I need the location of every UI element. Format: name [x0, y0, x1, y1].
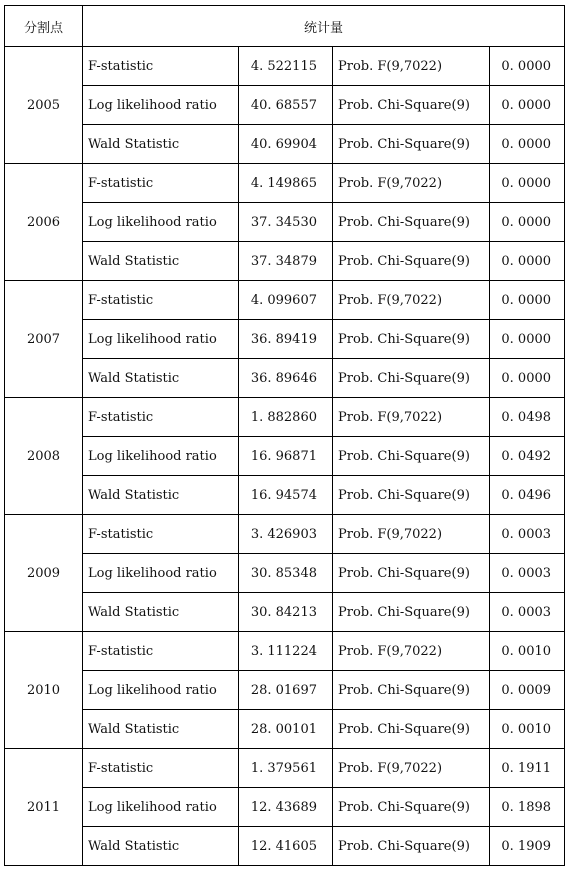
p-value: 0. 0000 [490, 164, 565, 203]
p-value: 0. 0000 [490, 203, 565, 242]
probability-label: Prob. F(9,7022) [333, 281, 490, 320]
table-row [5, 710, 565, 749]
probability-label: Prob. F(9,7022) [333, 164, 490, 203]
split-year: 2009 [5, 515, 83, 632]
probability-label: Prob. Chi-Square(9) [333, 242, 490, 281]
statistic-value: 30. 85348 [239, 554, 333, 593]
probability-label: Prob. Chi-Square(9) [333, 671, 490, 710]
probability-label: Prob. F(9,7022) [333, 398, 490, 437]
statistic-name: Log likelihood ratio [83, 203, 239, 242]
statistic-value: 28. 00101 [239, 710, 333, 749]
statistic-value: 36. 89419 [239, 320, 333, 359]
statistic-name: F-statistic [83, 632, 239, 671]
probability-label: Prob. Chi-Square(9) [333, 827, 490, 866]
probability-label: Prob. Chi-Square(9) [333, 437, 490, 476]
p-value: 0. 0003 [490, 515, 565, 554]
statistic-value: 1. 379561 [239, 749, 333, 788]
probability-label: Prob. F(9,7022) [333, 47, 490, 86]
statistic-value: 3. 426903 [239, 515, 333, 554]
table-row [5, 125, 565, 164]
table-row [5, 320, 565, 359]
statistic-name: Wald Statistic [83, 125, 239, 164]
statistic-value: 28. 01697 [239, 671, 333, 710]
statistic-value: 4. 149865 [239, 164, 333, 203]
p-value: 0. 0000 [490, 242, 565, 281]
probability-label: Prob. F(9,7022) [333, 632, 490, 671]
p-value: 0. 0000 [490, 47, 565, 86]
p-value: 0. 0000 [490, 281, 565, 320]
statistic-name: Wald Statistic [83, 476, 239, 515]
split-year: 2011 [5, 749, 83, 866]
statistic-name: Log likelihood ratio [83, 554, 239, 593]
statistic-name: Log likelihood ratio [83, 320, 239, 359]
p-value: 0. 0000 [490, 86, 565, 125]
p-value: 0. 0009 [490, 671, 565, 710]
header-row [5, 6, 565, 47]
header-statistic: 统计量 [83, 6, 565, 47]
probability-label: Prob. Chi-Square(9) [333, 203, 490, 242]
probability-label: Prob. Chi-Square(9) [333, 359, 490, 398]
p-value: 0. 0498 [490, 398, 565, 437]
statistic-value: 12. 43689 [239, 788, 333, 827]
statistic-name: Wald Statistic [83, 359, 239, 398]
p-value: 0. 0496 [490, 476, 565, 515]
p-value: 0. 0003 [490, 593, 565, 632]
p-value: 0. 1911 [490, 749, 565, 788]
table-row [5, 398, 565, 437]
statistic-value: 3. 111224 [239, 632, 333, 671]
statistic-name: Log likelihood ratio [83, 788, 239, 827]
table-row [5, 788, 565, 827]
statistic-name: F-statistic [83, 398, 239, 437]
table-row [5, 203, 565, 242]
probability-label: Prob. Chi-Square(9) [333, 710, 490, 749]
p-value: 0. 1909 [490, 827, 565, 866]
split-year: 2006 [5, 164, 83, 281]
statistic-value: 16. 94574 [239, 476, 333, 515]
table-row [5, 281, 565, 320]
probability-label: Prob. Chi-Square(9) [333, 593, 490, 632]
statistic-value: 4. 522115 [239, 47, 333, 86]
statistic-name: F-statistic [83, 281, 239, 320]
statistic-name: F-statistic [83, 47, 239, 86]
split-year: 2007 [5, 281, 83, 398]
statistic-value: 30. 84213 [239, 593, 333, 632]
probability-label: Prob. Chi-Square(9) [333, 320, 490, 359]
table-row [5, 749, 565, 788]
table-row [5, 164, 565, 203]
p-value: 0. 0003 [490, 554, 565, 593]
table-row [5, 632, 565, 671]
p-value: 0. 0010 [490, 632, 565, 671]
split-year: 2008 [5, 398, 83, 515]
statistic-value: 40. 68557 [239, 86, 333, 125]
split-year: 2010 [5, 632, 83, 749]
probability-label: Prob. Chi-Square(9) [333, 125, 490, 164]
probability-label: Prob. Chi-Square(9) [333, 554, 490, 593]
statistic-value: 40. 69904 [239, 125, 333, 164]
statistic-name: F-statistic [83, 164, 239, 203]
table-row [5, 86, 565, 125]
probability-label: Prob. F(9,7022) [333, 515, 490, 554]
header-split-point: 分割点 [5, 6, 83, 47]
p-value: 0. 0000 [490, 320, 565, 359]
statistic-value: 1. 882860 [239, 398, 333, 437]
table-row [5, 515, 565, 554]
table-row [5, 554, 565, 593]
statistic-name: Wald Statistic [83, 710, 239, 749]
statistic-name: Log likelihood ratio [83, 86, 239, 125]
statistic-name: F-statistic [83, 515, 239, 554]
probability-label: Prob. Chi-Square(9) [333, 86, 490, 125]
p-value: 0. 1898 [490, 788, 565, 827]
statistic-value: 12. 41605 [239, 827, 333, 866]
probability-label: Prob. F(9,7022) [333, 749, 490, 788]
table-row [5, 476, 565, 515]
statistic-value: 4. 099607 [239, 281, 333, 320]
statistic-name: Log likelihood ratio [83, 437, 239, 476]
split-year: 2005 [5, 47, 83, 164]
table-row [5, 437, 565, 476]
statistic-name: Wald Statistic [83, 242, 239, 281]
stability-test-table [4, 5, 565, 866]
table-body [5, 47, 565, 866]
probability-label: Prob. Chi-Square(9) [333, 788, 490, 827]
statistic-value: 37. 34879 [239, 242, 333, 281]
table-row [5, 593, 565, 632]
p-value: 0. 0010 [490, 710, 565, 749]
table-row [5, 827, 565, 866]
statistic-name: Wald Statistic [83, 593, 239, 632]
statistic-value: 36. 89646 [239, 359, 333, 398]
p-value: 0. 0000 [490, 125, 565, 164]
p-value: 0. 0492 [490, 437, 565, 476]
table-row [5, 671, 565, 710]
statistic-name: Log likelihood ratio [83, 671, 239, 710]
statistic-name: F-statistic [83, 749, 239, 788]
table-row [5, 242, 565, 281]
table-row [5, 47, 565, 86]
statistic-name: Wald Statistic [83, 827, 239, 866]
p-value: 0. 0000 [490, 359, 565, 398]
statistic-value: 16. 96871 [239, 437, 333, 476]
statistic-value: 37. 34530 [239, 203, 333, 242]
probability-label: Prob. Chi-Square(9) [333, 476, 490, 515]
table-row [5, 359, 565, 398]
